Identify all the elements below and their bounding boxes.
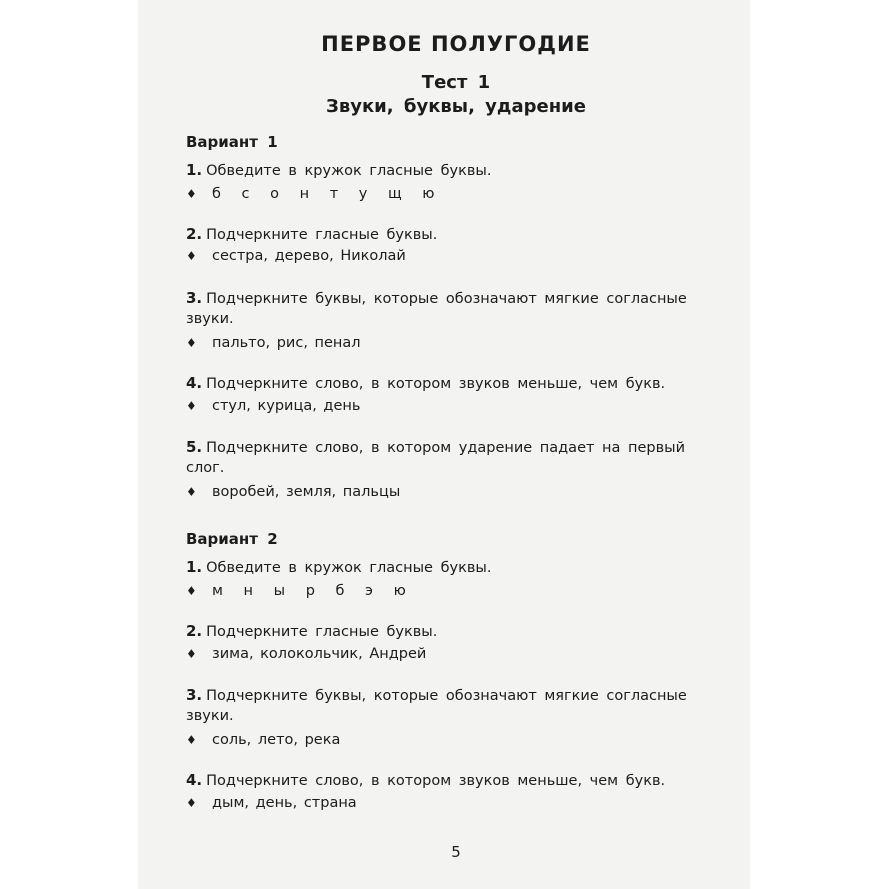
variant-1-title: Вариант 1: [186, 133, 278, 151]
diamond-bullet-icon: ♦: [186, 647, 197, 661]
page-number: 5: [451, 843, 461, 861]
answer-text: дым, день, страна: [212, 795, 357, 811]
v1-task-3: [186, 288, 722, 310]
v2-task-3: [186, 685, 722, 707]
v1-task-4: [186, 373, 722, 395]
answer-text: воробей, земля, пальцы: [212, 484, 401, 500]
answer-text: б с о н т у щ ю: [212, 186, 442, 202]
book-page: [138, 0, 750, 889]
v1-task-5-cont: слог.: [186, 460, 225, 476]
answer-text: соль, лето, река: [212, 732, 341, 748]
task-text: Подчеркните гласные буквы.: [206, 624, 438, 640]
task-number: 1.: [186, 161, 203, 179]
v2-task-2: [186, 621, 722, 643]
variant-2-title: Вариант 2: [186, 530, 278, 548]
task-text: Обведите в кружок гласные буквы.: [206, 163, 492, 179]
diamond-bullet-icon: ♦: [186, 485, 197, 499]
answer-text: пальто, рис, пенал: [212, 335, 361, 351]
task-number: 2.: [186, 622, 203, 640]
task-number: 5.: [186, 438, 203, 456]
test-number: Тест 1: [421, 72, 491, 93]
diamond-bullet-icon: ♦: [186, 733, 197, 747]
diamond-bullet-icon: ♦: [186, 584, 197, 598]
v2-answer-2: [186, 646, 426, 662]
v1-task-5: [186, 437, 722, 459]
v1-answer-3: [186, 335, 361, 351]
v1-task-1: [186, 160, 722, 182]
task-text: Подчеркните гласные буквы.: [206, 227, 438, 243]
v1-answer-2: [186, 248, 406, 264]
v2-answer-4: [186, 795, 357, 811]
task-text: Обведите в кружок гласные буквы.: [206, 560, 492, 576]
v1-task-3-cont: звуки.: [186, 311, 234, 327]
diamond-bullet-icon: ♦: [186, 249, 197, 263]
answer-text: зима, колокольчик, Андрей: [212, 646, 427, 662]
diamond-bullet-icon: ♦: [186, 399, 197, 413]
v1-answer-1: [186, 186, 441, 202]
v2-task-4: [186, 770, 722, 792]
task-text: Подчеркните слово, в котором звуков меньше, чем букв.: [206, 773, 666, 789]
answer-text: сестра, дерево, Николай: [212, 248, 406, 264]
v2-task-1: [186, 557, 722, 579]
v2-task-3-cont: звуки.: [186, 708, 234, 724]
v1-answer-5: [186, 484, 400, 500]
task-text: Подчеркните буквы, которые обозначают мягкие согласные: [206, 291, 687, 307]
diamond-bullet-icon: ♦: [186, 187, 197, 201]
diamond-bullet-icon: ♦: [186, 336, 197, 350]
answer-text: стул, курица, день: [212, 398, 361, 414]
diamond-bullet-icon: ♦: [186, 796, 197, 810]
task-number: 2.: [186, 225, 203, 243]
task-number: 3.: [186, 686, 203, 704]
task-text: Подчеркните слово, в котором ударение падает на первый: [206, 440, 686, 456]
task-text: Подчеркните буквы, которые обозначают мягкие согласные: [206, 688, 687, 704]
task-number: 3.: [186, 289, 203, 307]
v1-answer-4: [186, 398, 360, 414]
task-text: Подчеркните слово, в котором звуков меньше, чем букв.: [206, 376, 666, 392]
v1-task-2: [186, 224, 722, 246]
task-number: 4.: [186, 374, 203, 392]
answer-text: м н ы р б э ю: [212, 583, 413, 599]
part-title: ПЕРВОЕ ПОЛУГОДИЕ: [321, 32, 591, 56]
task-number: 1.: [186, 558, 203, 576]
task-number: 4.: [186, 771, 203, 789]
v2-answer-3: [186, 732, 340, 748]
v2-answer-1: [186, 583, 413, 599]
test-topic: Звуки, буквы, ударение: [326, 96, 586, 117]
